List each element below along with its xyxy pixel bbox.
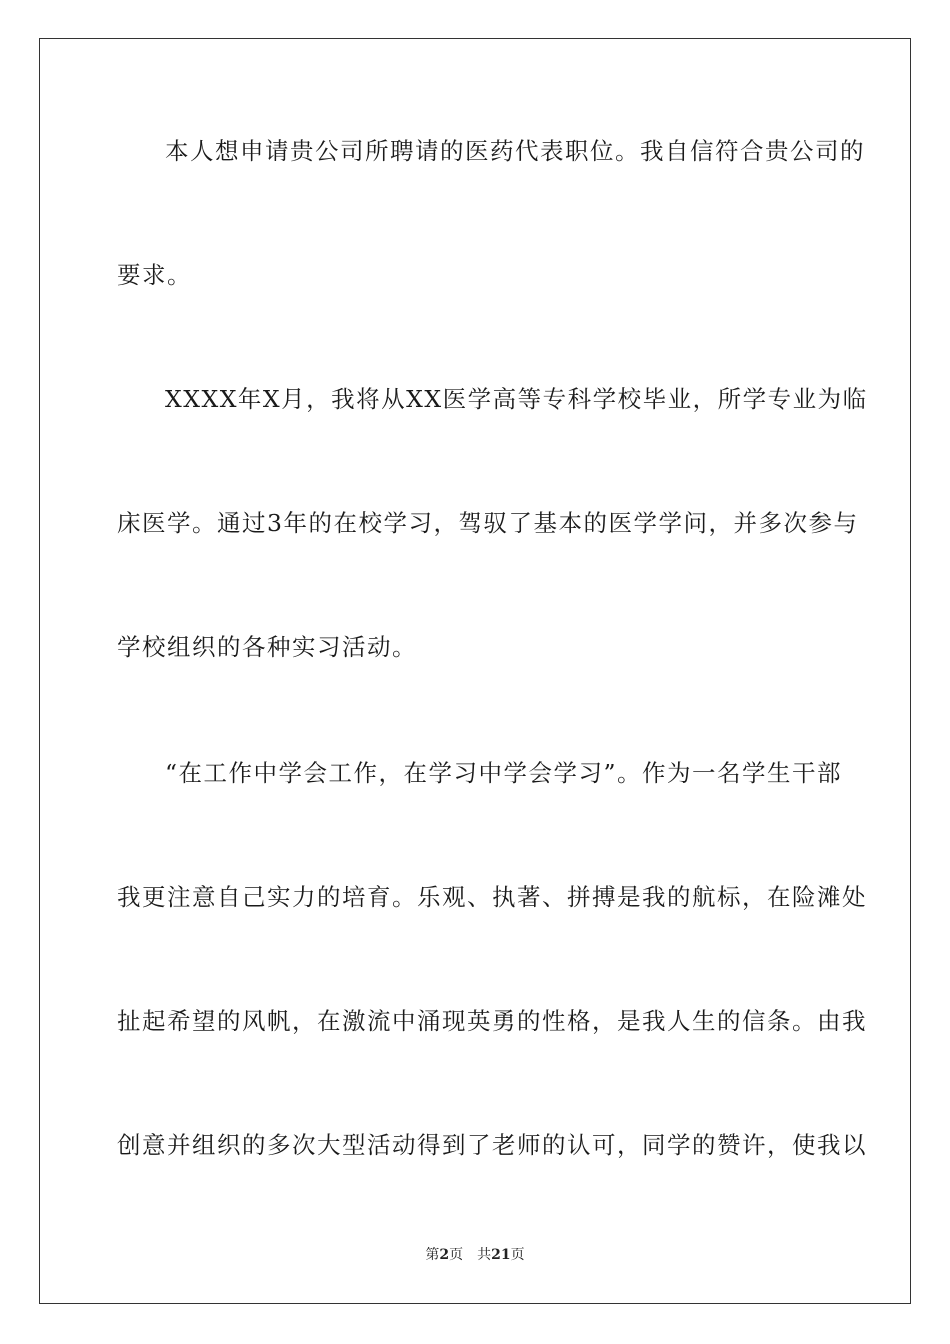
text-line: 创意并组织的多次大型活动得到了老师的认可，同学的赞许，使我以 <box>117 1131 867 1159</box>
page-number: 2 <box>439 1247 450 1263</box>
page-suffix: 页 <box>449 1247 464 1263</box>
text-line: 床医学。通过3年的在校学习，驾驭了基本的医学学问，并多次参与 <box>117 509 859 537</box>
page-prefix: 第 <box>425 1247 440 1263</box>
text-line: 要求。 <box>117 261 192 289</box>
total-prefix: 共 <box>477 1247 492 1263</box>
text-line: “在工作中学会工作，在学习中学会学习”。作为一名学生干部 <box>165 759 843 787</box>
text-line: 学校组织的各种实习活动。 <box>117 633 417 661</box>
text-line: XXXX年X月，我将从XX医学高等专科学校毕业，所学专业为临 <box>165 385 868 413</box>
total-suffix: 页 <box>510 1247 525 1263</box>
text-line: 我更注意自己实力的培育。乐观、执著、拼搏是我的航标，在险滩处 <box>117 883 867 911</box>
text-line: 本人想申请贵公司所聘请的医药代表职位。我自信符合贵公司的 <box>165 137 865 165</box>
text-line: 扯起希望的风帆，在激流中涌现英勇的性格，是我人生的信条。由我 <box>117 1007 867 1035</box>
total-pages: 21 <box>491 1247 511 1263</box>
page-border <box>39 38 911 1304</box>
page-footer <box>0 1246 950 1264</box>
